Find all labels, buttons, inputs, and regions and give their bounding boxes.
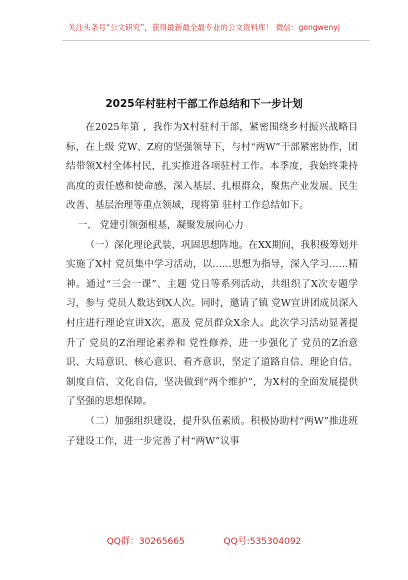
document-body <box>66 118 358 451</box>
paragraph-intro: 在2025年第 ，我作为X村驻村干部，紧密围绕乡村振兴战略目标，在上级 党W、Z府的坚强领导下，与村“两W”干部紧密协作，团结带领X村全体村民，扎实推进各项驻村工作。本季度，我始终秉持高度的责任感和使命感，深入基层、扎根群众，聚焦产业发展、民生改善、基层治理等重点领域，现将第 驻村工作总结如下。 <box>66 122 358 212</box>
footer-qq-group: QQ群：30265665 <box>106 537 185 547</box>
footer-qq-number: QQ号:535304092 <box>223 537 302 547</box>
paragraph-organization: （二）加强组织建设，提升队伍素质。积极协助村“两W”推进班子建设工作，进一步完善了村“两W”议事 <box>66 415 358 447</box>
header-divider <box>62 40 370 41</box>
paragraph-theory: （一）深化理论武装，巩固思想阵地。在XX期间，我积极筹划并实施了X村 党员集中学习活动，以……思想为指导，深入学习……精神。通过“三会一课”、主题 党日等系列活动，共组织了X次专题学习，参与 党员人数达到X人次。同时，邀请了镇 党W宣讲团成员深入村庄进行理论宣讲X次，惠及 党员群众X余人。此次学习活动显著提升了 党员的Z治理论素养和 党性修养，进一步强化了 党员的Z治意识、大局意识、核心意识、看齐意识，坚定了道路自信、理论自信、制度自信、文化自信，坚决做到“两个维护”，为X村的全面发展提供了坚强的思想保障。 <box>66 239 358 408</box>
header-banner: 关注头条号“公文研究”，获得最新最全最专业的公文资料库！ 微信：gongwenyj <box>68 23 340 32</box>
footer-contact <box>0 534 408 547</box>
document-title: 2025年村驻村干部工作总结和下一步计划 <box>105 98 303 110</box>
section-heading: 一、 党建引领强根基，凝聚发展向心力 <box>77 219 244 231</box>
